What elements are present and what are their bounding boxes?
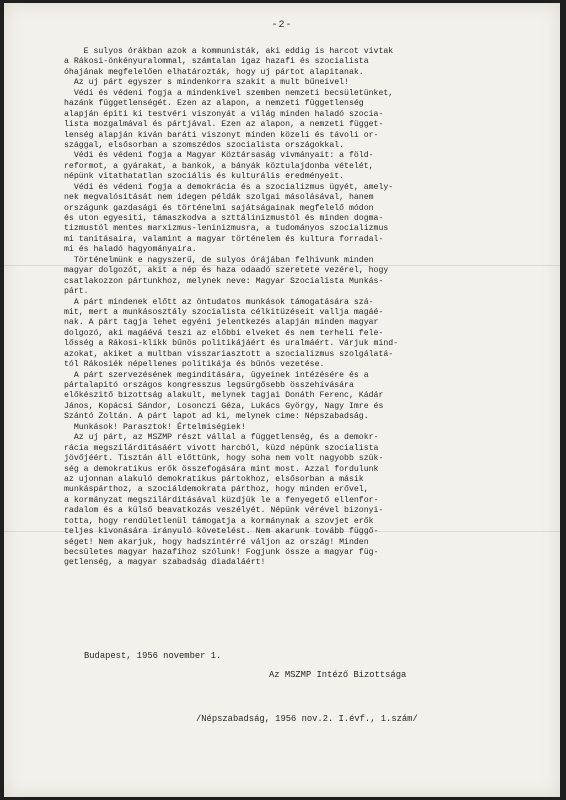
body-text [64,47,520,569]
source-citation: /Népszabadság, 1956 nov.2. I.évf., 1.szám/ [196,714,418,724]
text-line: azokat, akiket a multban visszariasztott a szocializmus szolgálatá- [64,349,394,359]
text-line: ség a demokratikus erők összefogására mint most. Azzal fordulunk [64,464,379,474]
text-line: az ujonnan alakuló demokratikus pártokhoz, elsősorban a másik [64,474,364,484]
text-line: szággal, elsősorban a szomszédos szocialista országokkal. [64,140,345,150]
text-line: jövőjéért. Tisztán áll előttünk, hogy soha nem volt nagyobb szük- [64,454,384,464]
text-line: hazánk függetlenségét. Ezen az alapon, a nemzeti függetlenség [64,99,364,109]
text-line: teljes kivonására irányuló követelést. Nem akarunk tovább függő- [64,527,379,537]
text-line: E sulyos órákban azok a kommunisták, aki eddig is harcot vivtak [64,47,394,56]
text-line: csatlakozzon pártunkhoz, melynek neve: Magyar Szocialista Munkás- [64,276,384,286]
text-line: magyar dolgozót, akit a nép és haza odaadó szeretete vezérel, hogy [64,266,389,276]
text-line: dolgozó, aki magáévá teszi az előbbi elveket és nem terheli fele- [64,328,384,338]
page-number: -2- [271,20,293,31]
text-line: tól Rákosiék népellenes politikája és bűnös vezetése. [64,360,325,370]
text-line: országunk gazdasági és történelmi sajátságainak megfelelő módon [64,203,374,213]
text-line: párt. [64,287,89,297]
text-line: nak. A párt tagja lehet egyéni jelentkezés alapján minden magyar [64,318,379,328]
text-line: A párt mindenek előtt az öntudatos munkások támogatására szá- [64,297,374,307]
text-line: munkáspárthoz, a szociáldemokrata párthoz, hogy minden erővel, [64,485,369,495]
text-line: séget! Nem akarjuk, hogy hadszintérré váljon az ország! Minden [64,537,369,547]
date-line: Budapest, 1956 november 1. [84,651,222,661]
text-line: lenség alapján kiván baráti viszonyt minden közeli és távoli or- [64,130,379,140]
signature-line: Az MSZMP Intéző Bizottsága [269,670,407,680]
text-line: Védi és védeni fogja a Magyar Köztársaság vivmányait: a föld- [64,151,374,161]
text-line: Az uj párt egyszer s mindenkorra szakit a mult bűneivel! [64,78,349,88]
text-line: nek megvalósitását nem idegen példák szolgai másolásával, hanem [64,193,374,203]
text-line: A párt szervezésének megindítására, ügyeinek intézésére és a [64,370,369,380]
text-line: népünk vitathatatlan szociális és kulturális eredményeit. [64,172,345,182]
text-line: előkészitő bizottság alakult, melynek tagjai Donáth Ferenc, Kádár [64,391,384,401]
text-line: rácia megszilárditásáért vivott harcból, küzd népünk szocialista [64,443,379,453]
text-line: tizmustól mentes marxizmus-leninizmusra, a tudományos szocializmus [64,224,389,234]
text-line: totta, hogy rendületlenül támogatja a kormánynak a szovjet erők [64,516,374,526]
text-line: getlenség, a magyar szabadság diadaláért! [64,558,266,568]
text-line: radalom és a külső beavatkozás veszélyét. Népünk vérével bizonyi- [64,506,384,516]
text-line: pártalapitó országos kongresszus legsürgősebb összehívására [64,381,354,390]
text-line: és uton egyesiti, támaszkodva a szttálinizmustól és minden dogma- [64,214,384,223]
text-line: alapján épiti ki testvéri viszonyát a világ minden haladó szocia- [64,109,384,119]
text-line: reformot, a gyárakat, a bankok, a bányák köztulajdonba vételét, [64,161,374,171]
text-line: Munkások! Parasztok! Értelmiségiek! [64,422,246,432]
text-line: Az uj párt, az MSZMP részt vállal a függetlenség, és a demokr- [64,433,379,443]
text-line: lősség a Rákosi-klikk bűnös politikájáért és uralmáért. Várjuk mind- [64,339,399,349]
text-line: mit, mert a munkásosztály szocialista célkitüzéseit vallja magáé- [64,307,384,317]
text-line: lista mozgalmával és pártjával. Ezen az alapon, a nemzeti függet- [64,120,384,130]
text-line: mi és haladó hagyományaira. [64,245,197,255]
text-line: mi tanitásaira, valamint a magyar történelem és kultura forradal- [64,234,384,244]
text-line: Történelmünk e nagyszerű, de sulyos órájában felhivunk minden [64,255,374,265]
text-line: a Rákosi-önkényuralommal, számtalan igaz hazafi és szocialista [64,57,369,67]
text-line: óhajának megfelelően elhatározták, hogy uj pártot alapitanak. [64,67,364,77]
text-line: János, Kopácsi Sándor, Losonczi Géza, Lukács György, Nagy Imre és [64,401,384,411]
document-page [4,3,560,797]
text-line: becsületes magyar hazafihoz szólunk! Fogjunk össze a magyar füg- [64,548,379,557]
text-line: Védi és védeni fogja a demokrácia és a szocializmus ügyét, amely- [64,182,394,192]
text-line: a kormányzat megszilárditásával küzdjük le a fenyegető ellenfor- [64,495,379,505]
text-line: Védi és védeni fogja a mindenkivel szemben nemzeti becsületünket, [64,88,394,98]
text-line: Szántó Zoltán. A párt lapot ad ki, melynek cime: Népszabadság. [64,412,369,422]
